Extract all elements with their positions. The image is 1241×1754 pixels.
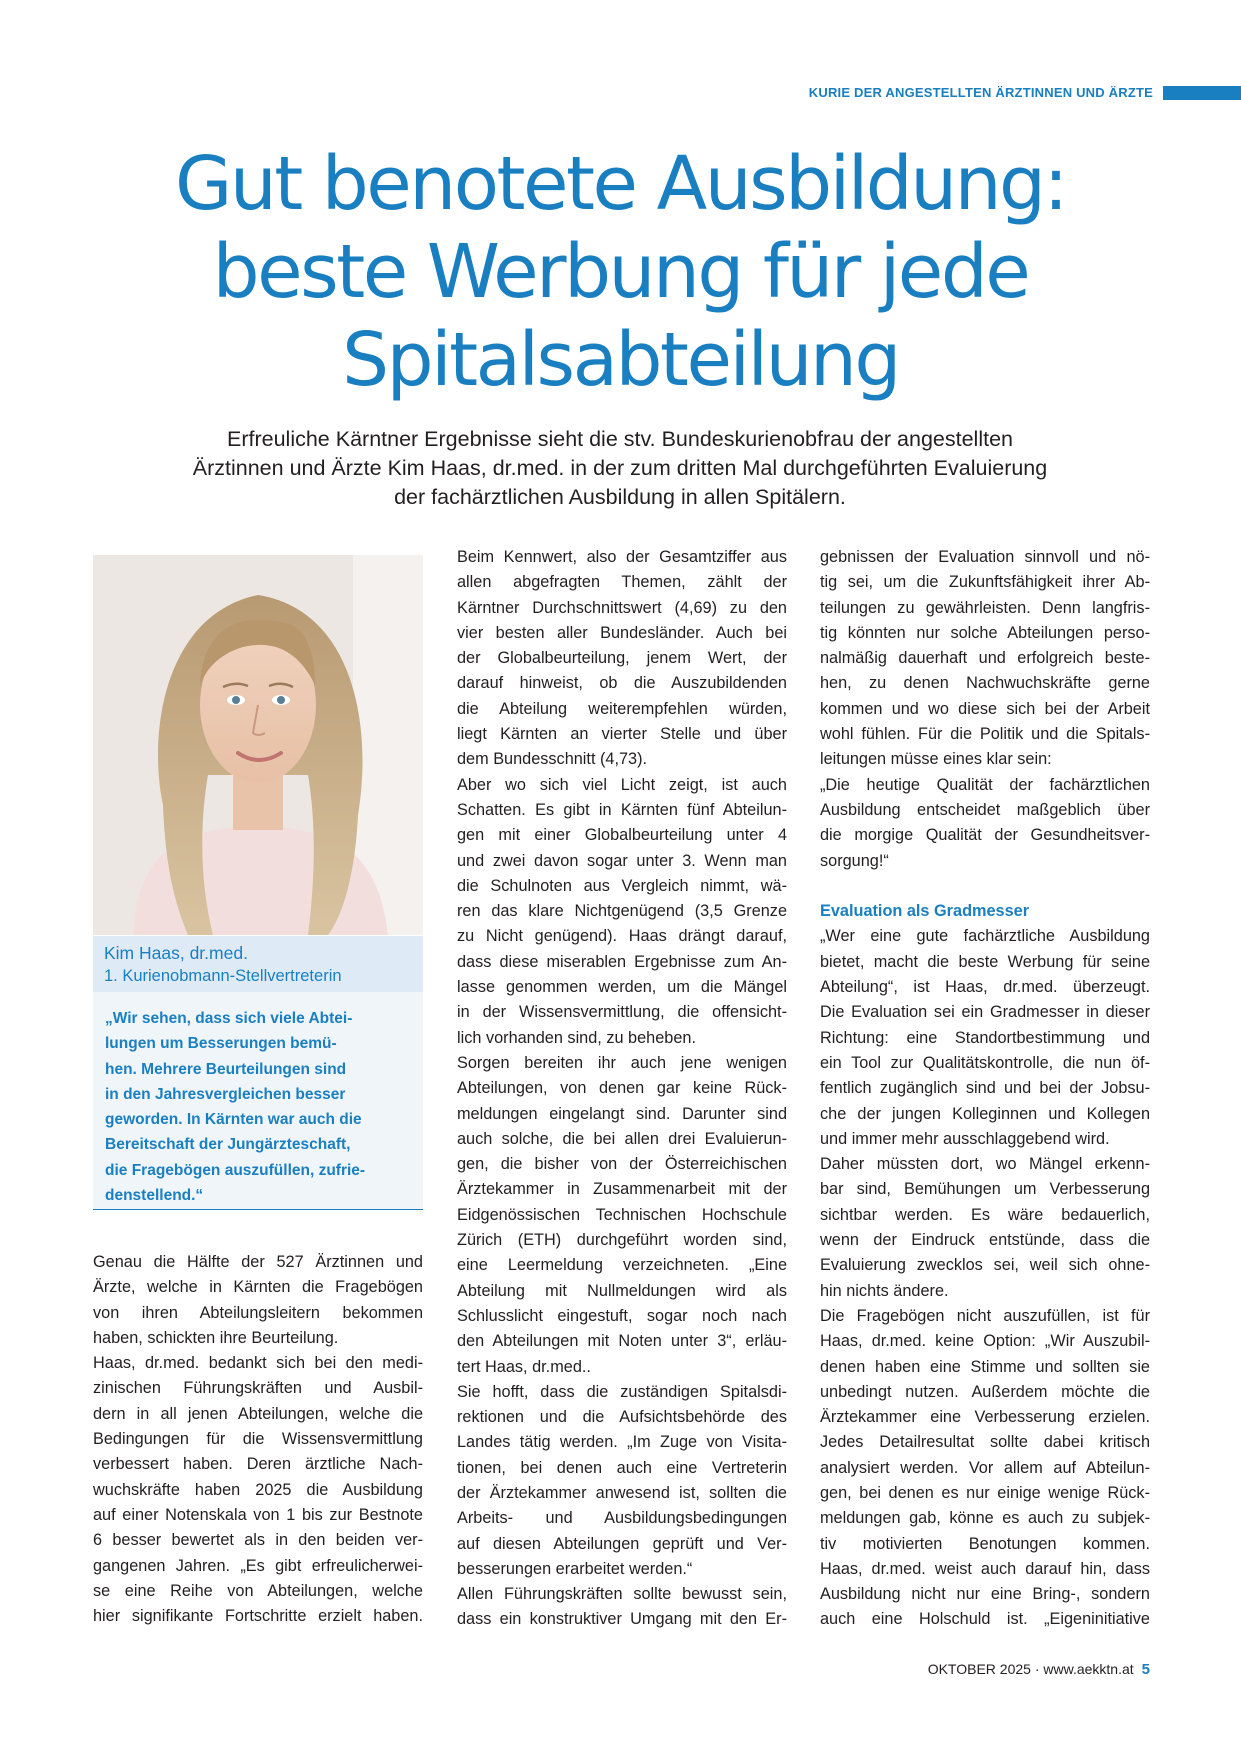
text-line: bietet, macht die beste Werbung für seine [820,952,1150,971]
subheading: Evaluation als Gradmesser [820,902,1030,921]
text-line: Ausbildung entscheidet maßgeblich über [820,800,1150,819]
text-line: wenn der Eindruck entstünde, dass die [820,1231,1150,1250]
text-line: zu Nicht genügend). Haas drängt darauf, [457,927,787,946]
body-column-2 [457,545,787,1633]
text-line: Haas, dr.med. keine Option: „Wir Auszubil- [820,1332,1150,1351]
text-line: Abteilungen, von denen gar keine Rück- [457,1079,787,1098]
text-line: tionen, bei denen auch eine Vertreterin [457,1458,787,1477]
text-line: sorgung!“ [820,851,889,870]
text-line: Ausbildung nicht nur eine Bring-, sondern [820,1585,1150,1604]
text-line: Aber wo sich viel Licht zeigt, ist auch [457,775,787,794]
text-line: besserungen erarbeitet werden.“ [457,1559,693,1578]
text-line: hier signifikante Fortschritte erzielt haben. [93,1607,423,1626]
text-line: Evaluierung zwecklos sei, weil sich ohne- [820,1256,1150,1275]
text-line: gangenen Jahren. „Es gibt erfreulicherwei- [93,1556,423,1575]
text-line: haben, schickten ihre Beurteilung. [93,1328,339,1347]
text-line: Genau die Hälfte der 527 Ärztinnen und [93,1253,423,1271]
text-line: in der Wissensvermittlung, die offensicht- [457,1003,787,1022]
text-line: der Globalbeurteilung, jenem Wert, der [457,649,787,668]
text-line: Beim Kennwert, also der Gesamtziffer aus [457,548,787,566]
text-line: den Abteilungen mit Noten unter 3“, erläu- [457,1332,787,1351]
text-line: rektionen und die Aufsichtsbehörde des [457,1408,787,1427]
headline-line: beste Werbung für jede [212,229,1029,315]
text-line: auch eine Holschuld ist. „Eigeninitiative [820,1610,1150,1629]
lead-line: Erfreuliche Kärntner Ergebnisse sieht die stv. Bundeskurienobfrau der angestellten [227,427,1013,451]
text-line: allen abgefragten Themen, zählt der [457,573,787,592]
text-line: auch solche, die bei allen drei Evaluierun- [457,1129,787,1148]
text-line: gen mit einer Globalbeurteilung unter 4 [457,826,787,845]
text-line: lasse genommen werden, um die Mängel [457,978,787,997]
text-line: meldungen eingelangt sind. Darunter sind [457,1104,787,1123]
text-line: Ärzte, welche in Kärnten die Fragebögen [93,1278,423,1297]
text-line: und immer mehr ausschlaggebend wird. [820,1129,1110,1148]
text-line: kommen und wo diese sich bei der Arbeit [820,699,1150,718]
text-line: auf diesen Abteilungen geprüft und Ver- [457,1534,787,1553]
text-line: Daher müssten dort, wo Mängel erkenn- [820,1155,1150,1174]
quote-line: hen. Mehrere Beurteilungen sind [105,1060,347,1078]
section-header [809,86,1241,100]
text-line: Schlusslicht eingestuft, sogar noch nach [457,1306,787,1325]
page-footer [928,1659,1150,1679]
text-line: gen, die bisher von der Österreichischen [457,1155,787,1174]
quote-line: in den Jahresvergleichen besser [105,1085,346,1103]
page-number: 5 [1141,1660,1150,1678]
text-line: wuchskräfte haben 2025 die Ausbildung [93,1480,423,1499]
text-line: lich vorhanden sind, zu beheben. [457,1028,696,1047]
text-line: Richtung: eine Standortbestimmung und [820,1028,1150,1047]
text-line: die Abteilung weiterempfehlen würden, [457,699,787,718]
text-line: denen haben eine Stimme und sollten sie [820,1357,1150,1376]
photo-caption [93,936,423,992]
text-line: ein Tool zur Qualitätskontrolle, die nun öf- [820,1053,1150,1072]
text-line: se eine Reihe von Abteilungen, welche [93,1581,423,1600]
text-line: Sie hofft, dass die zuständigen Spitalsdi- [457,1382,787,1401]
text-line: Die Evaluation sei ein Gradmesser in dieser [820,1003,1150,1022]
text-line: tig könnten nur solche Abteilungen perso- [820,623,1150,642]
text-line: bar sind, Bemühungen um Verbesserung [820,1180,1150,1199]
text-line: dern in all jenen Abteilungen, welche die [93,1404,423,1423]
text-line: Kärntner Durchschnittswert (4,69) zu den [457,598,787,617]
text-line: darauf hinweist, ob die Auszubildenden [457,674,787,693]
headline-line: Spitalsabteilung [342,317,899,403]
text-line: Ärztekammer eine Verbesserung erzielen. [820,1408,1150,1427]
caption-name: Kim Haas, dr.med. [104,943,248,963]
text-line: unbedingt nutzen. Außerdem möchte die [820,1382,1150,1401]
text-line: sichtbar werden. Es wäre bedauerlich, [820,1205,1150,1224]
text-line: die Schulnoten aus Vergleich nimmt, wä- [457,876,787,895]
text-line: Schatten. Es gibt in Kärnten fünf Abteilun- [457,800,787,819]
text-line: die morgige Qualität der Gesundheitsver- [820,826,1150,845]
text-line: zinischen Führungskräften und Ausbil- [93,1379,423,1398]
text-line: verbessert haben. Deren ärztliche Nach- [93,1455,423,1474]
text-line: dass diese miserablen Ergebnisse zum An- [457,952,787,971]
quote-line: lungen um Besserungen bemü- [105,1035,337,1053]
text-line: tiv motivierten Benotungen kommen. [820,1534,1150,1553]
text-line: hin nichts ändere. [820,1281,949,1300]
text-line: „Die heutige Qualität der fachärztlichen [820,775,1150,794]
pull-quote-box [93,992,423,1210]
text-line: che der jungen Kolleginnen und Kollegen [820,1104,1150,1123]
text-line: Bedingungen für die Wissensvermittlung [93,1430,423,1449]
text-line: tig sei, um die Zukunftsfähigkeit ihrer Ab- [820,573,1150,592]
text-line: wohl fühlen. Für die Politik und die Spitals- [820,725,1150,744]
quote-line: denstellend.“ [105,1187,204,1205]
text-line: und zwei davon sogar unter 3. Wenn man [457,851,787,870]
text-line: dem Bundesschnitt (4,73). [457,750,648,769]
portrait-photo [93,555,423,935]
quote-line: Bereitschaft der Jungärzteschaft, [105,1136,351,1154]
text-line: Abteilung“, ist Haas, dr.med. überzeugt. [820,978,1150,997]
text-line: fentlich zugänglich sind und bei der Jobsu- [820,1079,1150,1098]
text-line: analysiert werden. Vor allem auf Abteilun- [820,1458,1150,1477]
text-line: leitungen müsse eines klar sein: [820,750,1052,769]
text-line: Allen Führungskräften sollte bewusst sein, [457,1585,787,1604]
text-line: von ihren Abteilungsleitern bekommen [93,1303,423,1322]
body-column-3 [820,545,1150,1633]
text-line: Zürich (ETH) durchgeführt worden sind, [457,1231,787,1250]
text-line: Haas, dr.med. bedankt sich bei den medi- [93,1354,423,1373]
lead-paragraph [120,425,1120,512]
footer-issue: OKTOBER 2025 · www.aekktn.at [927,1661,1134,1677]
text-line: tert Haas, dr.med.. [457,1357,591,1376]
text-line: Sorgen bereiten ihr auch jene wenigen [457,1053,787,1072]
quote-line: geworden. In Kärnten war auch die [105,1111,362,1129]
text-line: vier besten aller Bundesländer. Auch bei [457,623,787,642]
text-line: liegt Kärnten an vierter Stelle und über [457,725,787,744]
text-line: gebnissen der Evaluation sinnvoll und nö- [820,548,1150,566]
pull-quote [105,1006,417,1208]
portrait-illustration [93,555,423,935]
text-line: Ärztekammer in Zusammenarbeit mit der [457,1180,787,1199]
text-line: Die Fragebögen nicht auszufüllen, ist für [820,1306,1150,1325]
section-accent-bar [1163,86,1241,100]
caption-role: 1. Kurienobmann-Stellvertreterin [104,967,342,985]
headline-line: Gut benotete Ausbildung: [175,141,1066,227]
text-line: hen, zu denen Nachwuchskräfte gerne [820,674,1150,693]
body-column-1 [93,1250,423,1629]
lead-line: Ärztinnen und Ärzte Kim Haas, dr.med. in der zum dritten Mal durchgeführten Evaluierung [192,456,1048,480]
text-line: ren das klare Nichtgenügend (3,5 Grenze [457,902,787,921]
lead-line: der fachärztlichen Ausbildung in allen Spitälern. [394,485,846,509]
text-line: meldungen gab, könne es auch zu subjek- [820,1509,1150,1528]
text-line: Eidgenössischen Technischen Hochschule [457,1205,787,1224]
text-line: gen, bei denen es nur einige wenige Rück- [820,1483,1150,1502]
text-line: auf einer Notenskala von 1 bis zur Bestnote [93,1505,423,1524]
text-line: der Ärztekammer anwesend ist, sollten die [457,1483,787,1502]
text-line: teilungen zu gewährleisten. Denn langfris- [820,598,1150,617]
text-line: Jedes Detailresultat sollte dabei kritisch [820,1433,1150,1452]
text-line: Arbeits- und Ausbildungsbedingungen [457,1509,787,1528]
text-line: Landes tätig werden. „Im Zuge von Visita- [457,1433,787,1452]
section-label: KURIE DER ANGESTELLTEN ÄRZTINNEN UND ÄRZTE [808,85,1153,100]
headline [100,140,1141,404]
text-line: 6 besser bewertet als in den beiden ver- [93,1531,423,1550]
text-line: dass ein konstruktiver Umgang mit den Er- [457,1610,787,1629]
text-line: Abteilung mit Nullmeldungen wird als [457,1281,787,1300]
text-line: nalmäßig dauerhaft und erfolgreich beste- [820,649,1150,668]
text-line: „Wer eine gute fachärztliche Ausbildung [820,927,1150,946]
quote-line: „Wir sehen, dass sich viele Abtei- [105,1010,353,1027]
quote-line: die Fragebögen auszufüllen, zufrie- [105,1161,366,1179]
text-line: Haas, dr.med. weist auch darauf hin, dass [820,1559,1150,1578]
spacer-line [820,874,1150,899]
text-line: eine Leermeldung verzeichneten. „Eine [457,1256,787,1275]
